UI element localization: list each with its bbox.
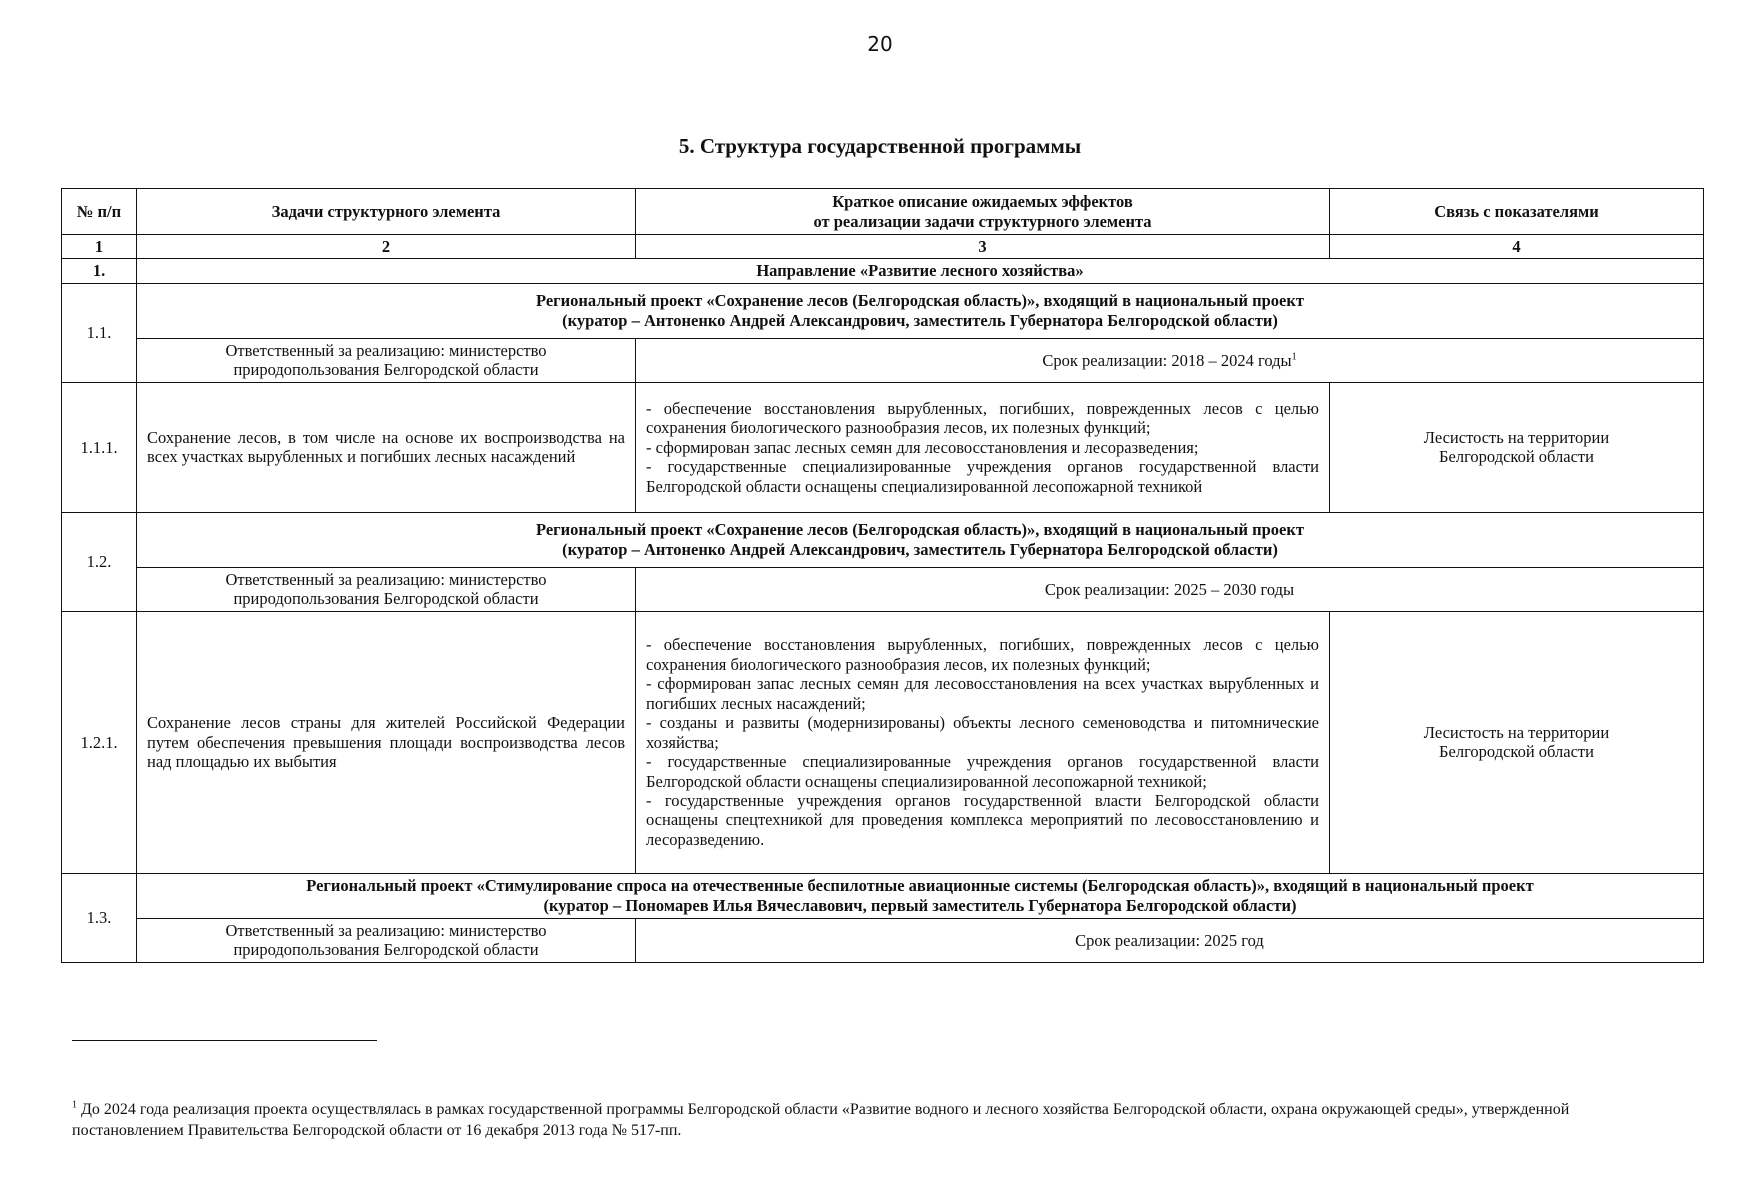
task-text: Сохранение лесов, в том числе на основе их воспроизводства на всех участках вырубленных и погибших лесных насаждений: [137, 382, 636, 512]
responsible-cell: [137, 918, 636, 962]
direction-num: 1.: [62, 259, 137, 283]
project-title-line1: Региональный проект «Стимулирование спроса на отечественные беспилотные авиационные системы (Белгородская область)», входящий в национальный проект: [306, 876, 1534, 896]
project-title-row: [62, 873, 1704, 918]
footnote-mark: 1: [72, 1099, 77, 1111]
indicator-line2: Белгородской области: [1439, 742, 1594, 762]
project-title-line2: (куратор – Пономарев Илья Вячеславович, первый заместитель Губернатора Белгородской области): [543, 895, 1297, 915]
responsible-line1: Ответственный за реализацию: министерство: [225, 920, 547, 940]
effect-item: - государственные специализированные учреждения органов государственной власти Белгородской области оснащены специализированной лесопожарной техникой: [646, 457, 1319, 496]
header-link: Связь с показателями: [1330, 189, 1704, 235]
project-responsible-row: [62, 918, 1704, 962]
column-number-row: [62, 235, 1704, 259]
project-title: [137, 283, 1704, 338]
header-effects-line1: Краткое описание ожидаемых эффектов: [832, 192, 1133, 212]
footnote-ref: 1: [1291, 351, 1297, 363]
direction-title: Направление «Развитие лесного хозяйства»: [137, 259, 1704, 283]
responsible-line2: природопользования Белгородской области: [233, 589, 539, 609]
task-row: [62, 611, 1704, 873]
header-effects: [636, 189, 1330, 235]
responsible-cell: [137, 338, 636, 382]
col-number: 1: [62, 235, 137, 259]
project-title-row: [62, 283, 1704, 338]
effect-item: - государственные специализированные учреждения органов государственной власти Белгородской области оснащены специализированной лесопожарной техникой;: [646, 752, 1319, 791]
page-title: 5. Структура государственной программы: [678, 134, 1082, 158]
effect-item: - обеспечение восстановления вырубленных, погибших, поврежденных лесов с целью сохранения биологического разнообразия лесов, их полезных функций;: [646, 398, 1319, 438]
footnote-text: До 2024 года реализация проекта осуществлялась в рамках государственной программы Белгородской области «Развитие водного и лесного хозяйства Белгородской области, охрана окружающей среды», утвержденной постановлением Правительства Белгородской области от 16 декабря 2013 года № 517-пп.: [72, 1101, 1570, 1139]
effect-item: - сформирован запас лесных семян для лесовосстановления и лесоразведения;: [646, 437, 1199, 457]
direction-row: [62, 259, 1704, 283]
effect-item: - созданы и развиты (модернизированы) объекты лесного семеноводства и питомнические хозяйства;: [646, 713, 1319, 752]
effect-item: - государственные учреждения органов государственной власти Белгородской области оснащены спецтехникой для проведения комплекса мероприятий по лесовосстановлению и лесоразведению.: [646, 790, 1319, 849]
project-num: 1.1.: [62, 283, 137, 382]
project-num: 1.3.: [62, 873, 137, 962]
term-cell: Срок реализации: 2025 год: [636, 918, 1704, 962]
task-text: Сохранение лесов страны для жителей Российской Федерации путем обеспечения превышения площади воспроизводства лесов над площадью их выбытия: [137, 611, 636, 873]
effect-item: - обеспечение восстановления вырубленных, погибших, поврежденных лесов с целью сохранения биологического разнообразия лесов, их полезных функций;: [646, 635, 1319, 674]
col-number: 3: [636, 235, 1330, 259]
col-number: 4: [1330, 235, 1704, 259]
responsible-cell: [137, 567, 636, 611]
responsible-line2: природопользования Белгородской области: [233, 940, 539, 960]
header-tasks: Задачи структурного элемента: [137, 189, 636, 235]
project-title: [137, 873, 1704, 918]
indicator-line2: Белгородской области: [1439, 447, 1594, 467]
task-effects: [636, 611, 1330, 873]
indicator-line1: Лесистость на территории: [1423, 427, 1610, 447]
header-row: [62, 189, 1704, 235]
responsible-line1: Ответственный за реализацию: министерство: [225, 569, 547, 589]
task-effects: [636, 382, 1330, 512]
effect-item: - сформирован запас лесных семян для лесовосстановления на всех участках вырубленных и погибших лесных насаждений;: [646, 674, 1319, 713]
task-num: 1.2.1.: [62, 611, 137, 873]
project-title-line1: Региональный проект «Сохранение лесов (Белгородская область)», входящий в национальный проект: [535, 520, 1304, 540]
project-title-line1: Региональный проект «Сохранение лесов (Белгородская область)», входящий в национальный проект: [535, 291, 1304, 311]
project-responsible-row: [62, 338, 1704, 382]
task-indicator: [1330, 382, 1704, 512]
program-structure-table: [61, 188, 1704, 963]
project-responsible-row: [62, 567, 1704, 611]
header-effects-line2: от реализации задачи структурного элемента: [813, 211, 1152, 231]
project-title-row: [62, 512, 1704, 567]
project-title-line2: (куратор – Антоненко Андрей Александрович, заместитель Губернатора Белгородской области): [562, 310, 1278, 330]
project-num: 1.2.: [62, 512, 137, 611]
task-indicator: [1330, 611, 1704, 873]
col-number: 2: [137, 235, 636, 259]
header-num: № п/п: [62, 189, 137, 235]
term-cell: [636, 338, 1704, 382]
responsible-line2: природопользования Белгородской области: [233, 360, 539, 380]
term-text: Срок реализации: 2018 – 2024 годы: [1042, 350, 1292, 370]
indicator-line1: Лесистость на территории: [1423, 722, 1610, 742]
project-title-line2: (куратор – Антоненко Андрей Александрович, заместитель Губернатора Белгородской области): [562, 539, 1278, 559]
term-cell: Срок реализации: 2025 – 2030 годы: [636, 567, 1704, 611]
footnote-separator: [72, 1040, 377, 1041]
task-row: [62, 382, 1704, 512]
project-title: [137, 512, 1704, 567]
footnote: [72, 1100, 1672, 1142]
task-num: 1.1.1.: [62, 382, 137, 512]
responsible-line1: Ответственный за реализацию: министерство: [225, 340, 547, 360]
page-number: 20: [867, 32, 893, 56]
